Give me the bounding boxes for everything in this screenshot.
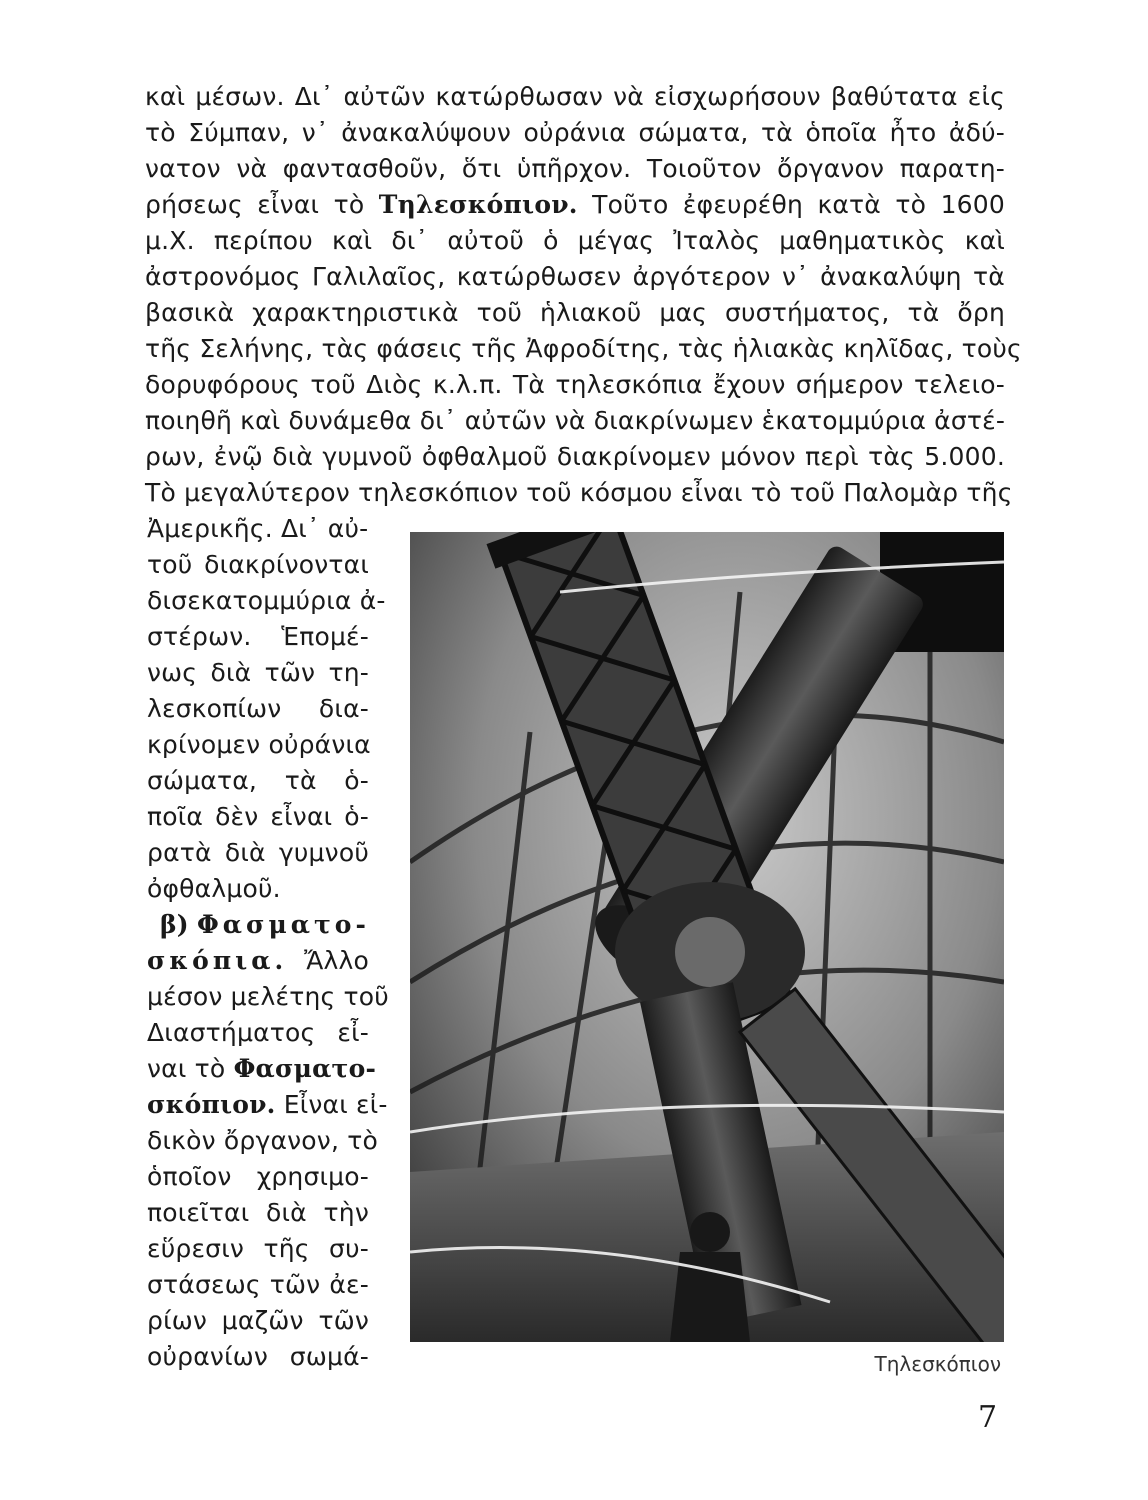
column-line: νως διὰ τῶν τη- xyxy=(147,658,369,687)
text-line: τὸ Σύμπαν, ν᾽ ἀνακαλύψουν οὐράνια σώματα, τὰ ὁποῖα ἦτο ἀδύ- xyxy=(145,118,1005,147)
text-line: μ.Χ. περίπου καὶ δι᾽ αὐτοῦ ὁ μέγας Ἰταλὸς μαθηματικὸς καὶ xyxy=(145,226,1005,255)
term-telescope: Τηλεσκόπιον. xyxy=(378,190,578,219)
section-heading: Φασματο- xyxy=(197,910,370,939)
column-line: εὕρεσιν τῆς συ- xyxy=(147,1234,369,1263)
column-line: ποιεῖται διὰ τὴν xyxy=(147,1198,369,1227)
section-b-heading-line1 xyxy=(160,908,369,942)
term-spectroscope: Φασματο- xyxy=(233,1054,377,1083)
section-marker: β) xyxy=(160,910,189,939)
text-line: νατον νὰ φαντασθοῦν, ὅτι ὑπῆρχον. Τοιοῦτον ὄργανον παρατη- xyxy=(145,154,1005,183)
column-line: Ἀμερικῆς. Δι᾽ αὐ- xyxy=(147,514,369,543)
text-span: Τοῦτο ἐφευρέθη κατὰ τὸ 1600 xyxy=(592,190,1006,219)
column-line: κρίνομεν οὐράνια xyxy=(147,730,371,759)
telescope-illustration xyxy=(410,532,1004,1342)
column-line: τοῦ διακρίνονται xyxy=(147,550,369,579)
section-heading: σκόπια. xyxy=(147,946,288,975)
column-line-with-bold xyxy=(147,1088,388,1122)
text-span: ναι τὸ xyxy=(147,1054,226,1083)
term-spectroscope: σκόπιον. xyxy=(147,1090,276,1119)
column-line: ποῖα δὲν εἶναι ὁ- xyxy=(147,802,369,831)
text-line-with-bold xyxy=(145,188,1005,222)
text-line: δορυφόρους τοῦ Διὸς κ.λ.π. Τὰ τηλεσκόπια ἔχουν σήμερον τελειο- xyxy=(145,370,1005,399)
column-line-with-bold xyxy=(147,1052,377,1086)
text-span: Ἄλλο xyxy=(304,946,369,975)
text-line: τῆς Σελήνης, τὰς φάσεις τῆς Ἀφροδίτης, τὰς ἡλιακὰς κηλῖδας, τοὺς xyxy=(145,334,1022,363)
column-line: στέρων. Ἑπομέ- xyxy=(147,622,369,651)
column-line: ρίων μαζῶν τῶν xyxy=(147,1306,369,1335)
column-line: ὀφθαλμοῦ. xyxy=(147,874,281,903)
text-span: Εἶναι εἰ- xyxy=(283,1090,388,1119)
text-span: ρήσεως εἶναι τὸ xyxy=(145,190,365,219)
section-b-heading-line2 xyxy=(147,944,369,978)
column-line: δικὸν ὄργανον, τὸ xyxy=(147,1126,379,1155)
column-line: ρατὰ διὰ γυμνοῦ xyxy=(147,838,369,867)
column-line: Διαστήματος εἶ- xyxy=(147,1018,369,1047)
telescope-photo xyxy=(410,532,1004,1342)
column-line: οὐρανίων σωμά- xyxy=(147,1342,369,1371)
text-line: Τὸ μεγαλύτερον τηλεσκόπιον τοῦ κόσμου εἶναι τὸ τοῦ Παλομὰρ τῆς xyxy=(145,478,1013,507)
text-line: ποιηθῆ καὶ δυνάμεθα δι᾽ αὐτῶν νὰ διακρίνωμεν ἑκατομμύρια ἀστέ- xyxy=(145,406,1006,435)
text-line: καὶ μέσων. Δι᾽ αὐτῶν κατώρθωσαν νὰ εἰσχωρήσουν βαθύτατα εἰς xyxy=(145,82,1005,111)
page-number: 7 xyxy=(978,1400,998,1435)
column-line: μέσον μελέτης τοῦ xyxy=(147,982,389,1011)
column-line: σώματα, τὰ ὁ- xyxy=(147,766,369,795)
column-line: λεσκοπίων δια- xyxy=(147,694,369,723)
figure-caption: Τηλεσκόπιον xyxy=(874,1352,1001,1376)
text-line: ρων, ἐνῷ διὰ γυμνοῦ ὀφθαλμοῦ διακρίνομεν μόνον περὶ τὰς 5.000. xyxy=(145,442,1005,471)
column-line: δισεκατομμύρια ἀ- xyxy=(147,586,386,615)
column-line: στάσεως τῶν ἀε- xyxy=(147,1270,369,1299)
text-line: βασικὰ χαρακτηριστικὰ τοῦ ἡλιακοῦ μας συστήματος, τὰ ὄρη xyxy=(145,298,1005,327)
column-line: ὁποῖον χρησιμο- xyxy=(147,1162,369,1191)
text-line: ἀστρονόμος Γαλιλαῖος, κατώρθωσεν ἀργότερον ν᾽ ἀνακαλύψη τὰ xyxy=(145,262,1005,291)
